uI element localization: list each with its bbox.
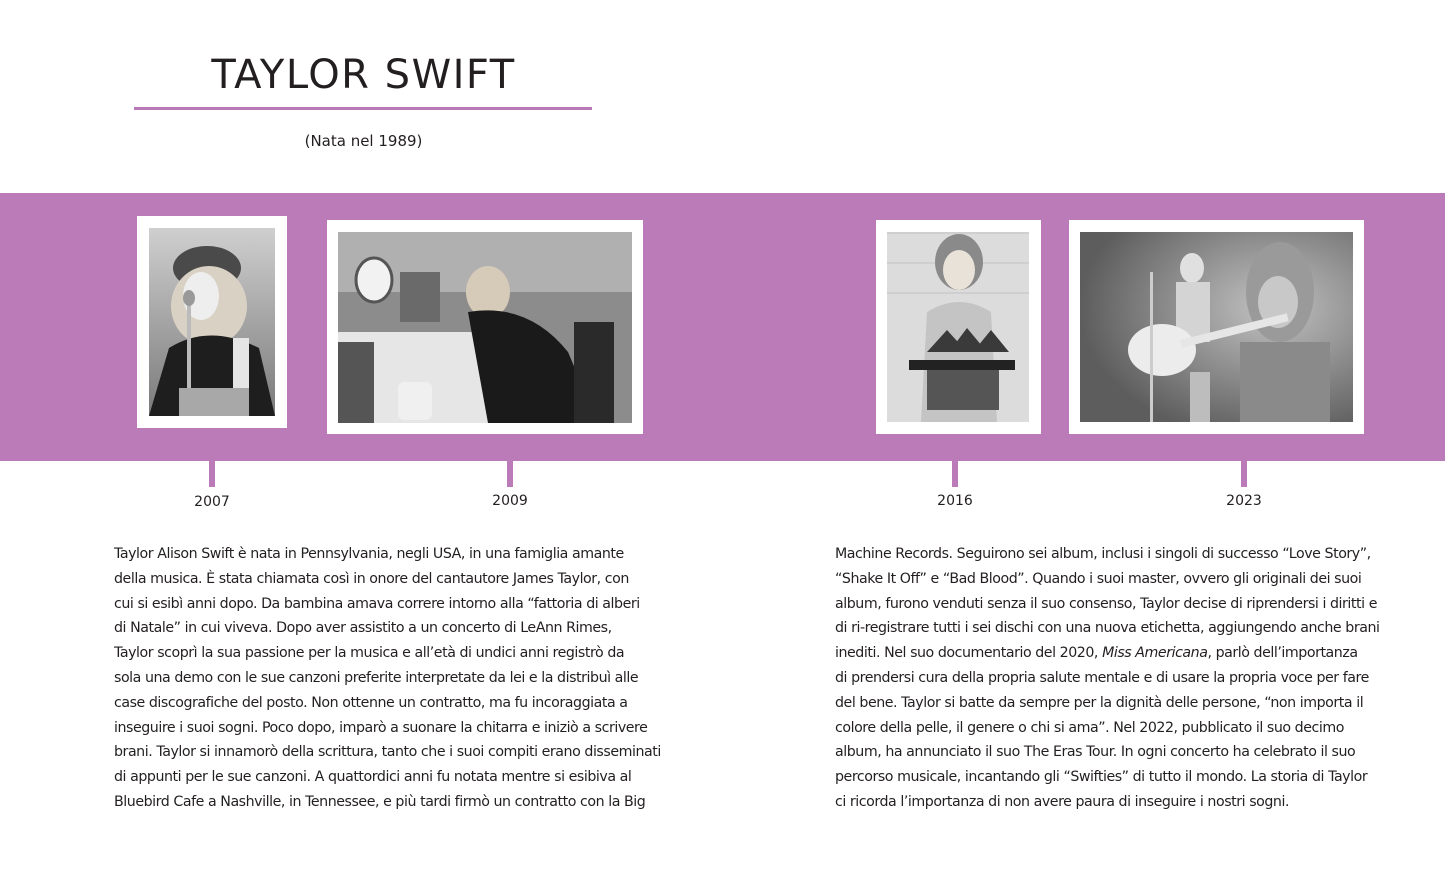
- text-line: di prendersi cura della propria salute mentale e di usare la propria voce per fare: [835, 669, 1369, 686]
- photo-eras-tour-guitar: [1080, 232, 1353, 422]
- photo-2009-frame: [327, 220, 643, 434]
- text-line: Taylor Alison Swift è nata in Pennsylvania, negli USA, in una famiglia amante: [114, 546, 624, 562]
- title-underline: [134, 107, 592, 110]
- biography-column-left: [114, 542, 661, 815]
- photo-performing-with-microphone: [149, 228, 275, 416]
- text-line: del bene. Taylor si batte da sempre per la dignità delle persone, “non importa il: [835, 694, 1364, 711]
- text-run: inediti. Nel suo documentario del 2020,: [835, 645, 1103, 662]
- text-line: sola una demo con le sue canzoni preferite interpretate da lei e la distribuì alle: [114, 669, 639, 686]
- text-line: Bluebird Cafe a Nashville, in Tennessee, e più tardi firmò un contratto con la Big: [114, 793, 646, 810]
- text-line: colore della pelle, il genere o chi si ama”. Nel 2022, pubblicato il suo decimo: [835, 719, 1344, 736]
- text-line: Machine Records. Seguirono sei album, inclusi i singoli di successo “Love Story”,: [835, 546, 1371, 562]
- text-line: della musica. È stata chiamata così in onore del cantautore James Taylor, con: [114, 570, 629, 587]
- documentary-title: Miss Americana: [1102, 645, 1208, 662]
- text-line: album, furono venduti senza il suo consenso, Taylor decise di riprendersi i diritti e: [835, 595, 1377, 612]
- text-line: ci ricorda l’importanza di non avere paura di inseguire i nostri sogni.: [835, 793, 1290, 810]
- photo-at-dressing-table: [338, 232, 632, 423]
- year-label-2007: 2007: [194, 494, 230, 510]
- timeline-tick-2023: [1241, 461, 1247, 487]
- year-label-2009: 2009: [492, 493, 528, 509]
- photo-2023-frame: [1069, 220, 1364, 434]
- text-line: “Shake It Off” e “Bad Blood”. Quando i suoi master, ovvero gli originali dei suoi: [835, 570, 1362, 587]
- text-line: di ri-registrare tutti i sei dischi con una nuova etichetta, aggiungendo anche brani: [835, 620, 1380, 637]
- timeline-tick-2016: [952, 461, 958, 487]
- photo-2016-frame: [876, 220, 1041, 434]
- text-line: [835, 641, 1358, 666]
- year-label-2016: 2016: [937, 493, 973, 509]
- text-line: inseguire i suoi sogni. Poco dopo, imparò a suonare la chitarra e iniziò a scrivere: [114, 719, 648, 736]
- text-line: brani. Taylor si innamorò della scrittura, tanto che i suoi compiti erano disseminati: [114, 744, 661, 761]
- text-line: case discografiche del posto. Non ottenne un contratto, ma fu incoraggiata a: [114, 694, 628, 711]
- text-line: percorso musicale, incantando gli “Swifties” di tutto il mondo. La storia di Taylor: [835, 769, 1368, 786]
- text-line: di appunti per le sue canzoni. A quattordici anni fu notata mentre si esibiva al: [114, 769, 632, 786]
- page-title: TAYLOR SWIFT: [211, 52, 516, 98]
- photo-2007-frame: [137, 216, 287, 428]
- birth-year-note: (Nata nel 1989): [304, 132, 423, 150]
- biography-column-right: [835, 542, 1380, 815]
- year-label-2023: 2023: [1226, 493, 1262, 509]
- text-line: album, ha annunciato il suo The Eras Tour. In ogni concerto ha celebrato il suo: [835, 744, 1356, 761]
- timeline-tick-2009: [507, 461, 513, 487]
- text-line: di Natale” in cui viveva. Dopo aver assistito a un concerto di LeAnn Rimes,: [114, 620, 612, 637]
- text-line: Taylor scoprì la sua passione per la musica e all’età di undici anni registrò da: [114, 645, 625, 662]
- timeline-tick-2007: [209, 461, 215, 487]
- text-run: , parlò dell’importanza: [1207, 645, 1358, 662]
- text-line: cui si esibì anni dopo. Da bambina amava correre intorno alla “fattoria di alberi: [114, 595, 640, 612]
- photo-holding-grammy-awards: [887, 232, 1029, 422]
